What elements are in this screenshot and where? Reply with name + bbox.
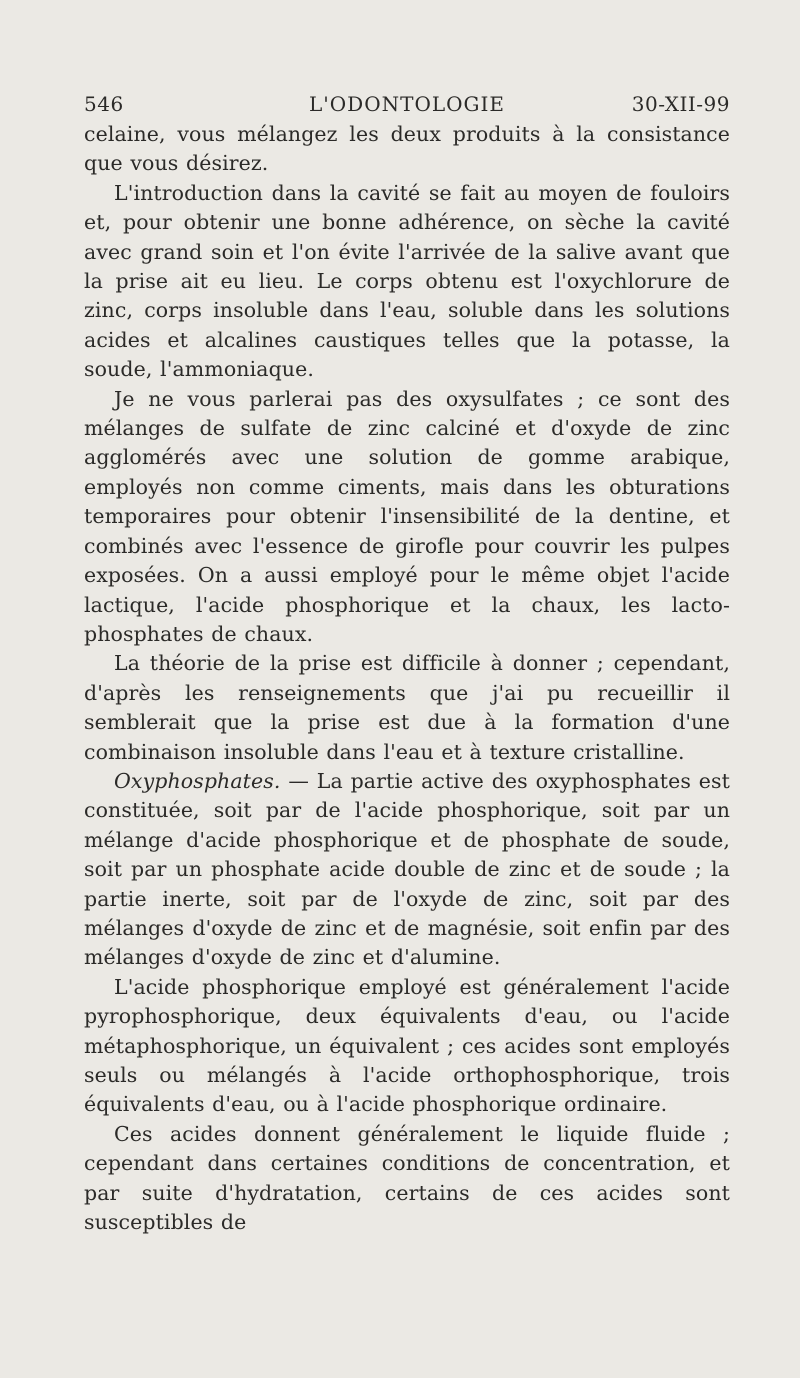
section-title-oxyphosphates: Oxyphosphates. xyxy=(114,768,281,793)
journal-title: L'ODONTOLOGIE xyxy=(309,92,505,116)
running-header xyxy=(84,92,730,118)
paragraph-oxyphosphates xyxy=(84,767,730,973)
paragraph-oxyphosphates-text: — La partie active des oxyphosphates est constituée, soit par de l'acide phosphorique, soit par un mélange d'acide phosphorique et de phosphate de soude, soit par un phosphate acide double de zinc et de soude ; la partie inerte, soit par de l'oxyde de zinc, soit par des mélanges d'oxyde de zinc et de magnésie, soit enfin par des mélanges d'oxyde de zinc et d'alumine. xyxy=(84,768,730,970)
paragraph-acide-phosphorique: L'acide phosphorique employé est généralement l'acide pyrophosphorique, deux équivalents d'eau, ou l'acide métaphosphorique, un équivalent ; ces acides sont employés seuls ou mélangés à l'acide orthophosphorique, trois équivalents d'eau, ou à l'acide phosphorique ordinaire. xyxy=(84,974,730,1117)
paragraph-theorie-prise: La théorie de la prise est difficile à donner ; cependant, d'après les renseignements que j'ai pu recueillir il semblerait que la prise est due à la formation d'une combinaison insoluble dans l'eau et à texture cristalline. xyxy=(84,651,730,764)
issue-date: 30-XII-99 xyxy=(631,92,730,116)
page-number: 546 xyxy=(84,92,124,116)
paragraph-acides-liquide: Ces acides donnent généralement le liquide fluide ; cependant dans certaines conditions de concentration, et par suite d'hydratation, certains de ces acides sont susceptibles de xyxy=(84,1121,730,1235)
paragraph-continuation: celaine, vous mélangez les deux produits à la consistance que vous désirez. xyxy=(84,122,730,176)
paragraph-introduction: L'introduction dans la cavité se fait au moyen de fouloirs et, pour obtenir une bonne adhérence, on sèche la cavité avec grand soin et l'on évite l'arrivée de la salive avant que la prise ait eu lieu. Le corps obtenu est l'oxychlorure de zinc, corps insoluble dans l'eau, soluble dans les solutions acides et alcalines caustiques telles que la potasse, la soude, l'ammoniaque. xyxy=(84,180,730,382)
body-text xyxy=(84,120,730,1237)
paragraph-oxysulfates: Je ne vous parlerai pas des oxysulfates ; ce sont des mélanges de sulfate de zinc calciné et d'oxyde de zinc agglomérés avec une solution de gomme arabique, employés non comme ciments, mais dans les obturations temporaires pour obtenir l'insensibilité de la dentine, et combinés avec l'essence de girofle pour couvrir les pulpes exposées. On a aussi employé pour le même objet l'acide lactique, l'acide phosphorique et la chaux, les lacto-phosphates de chaux. xyxy=(84,386,730,646)
